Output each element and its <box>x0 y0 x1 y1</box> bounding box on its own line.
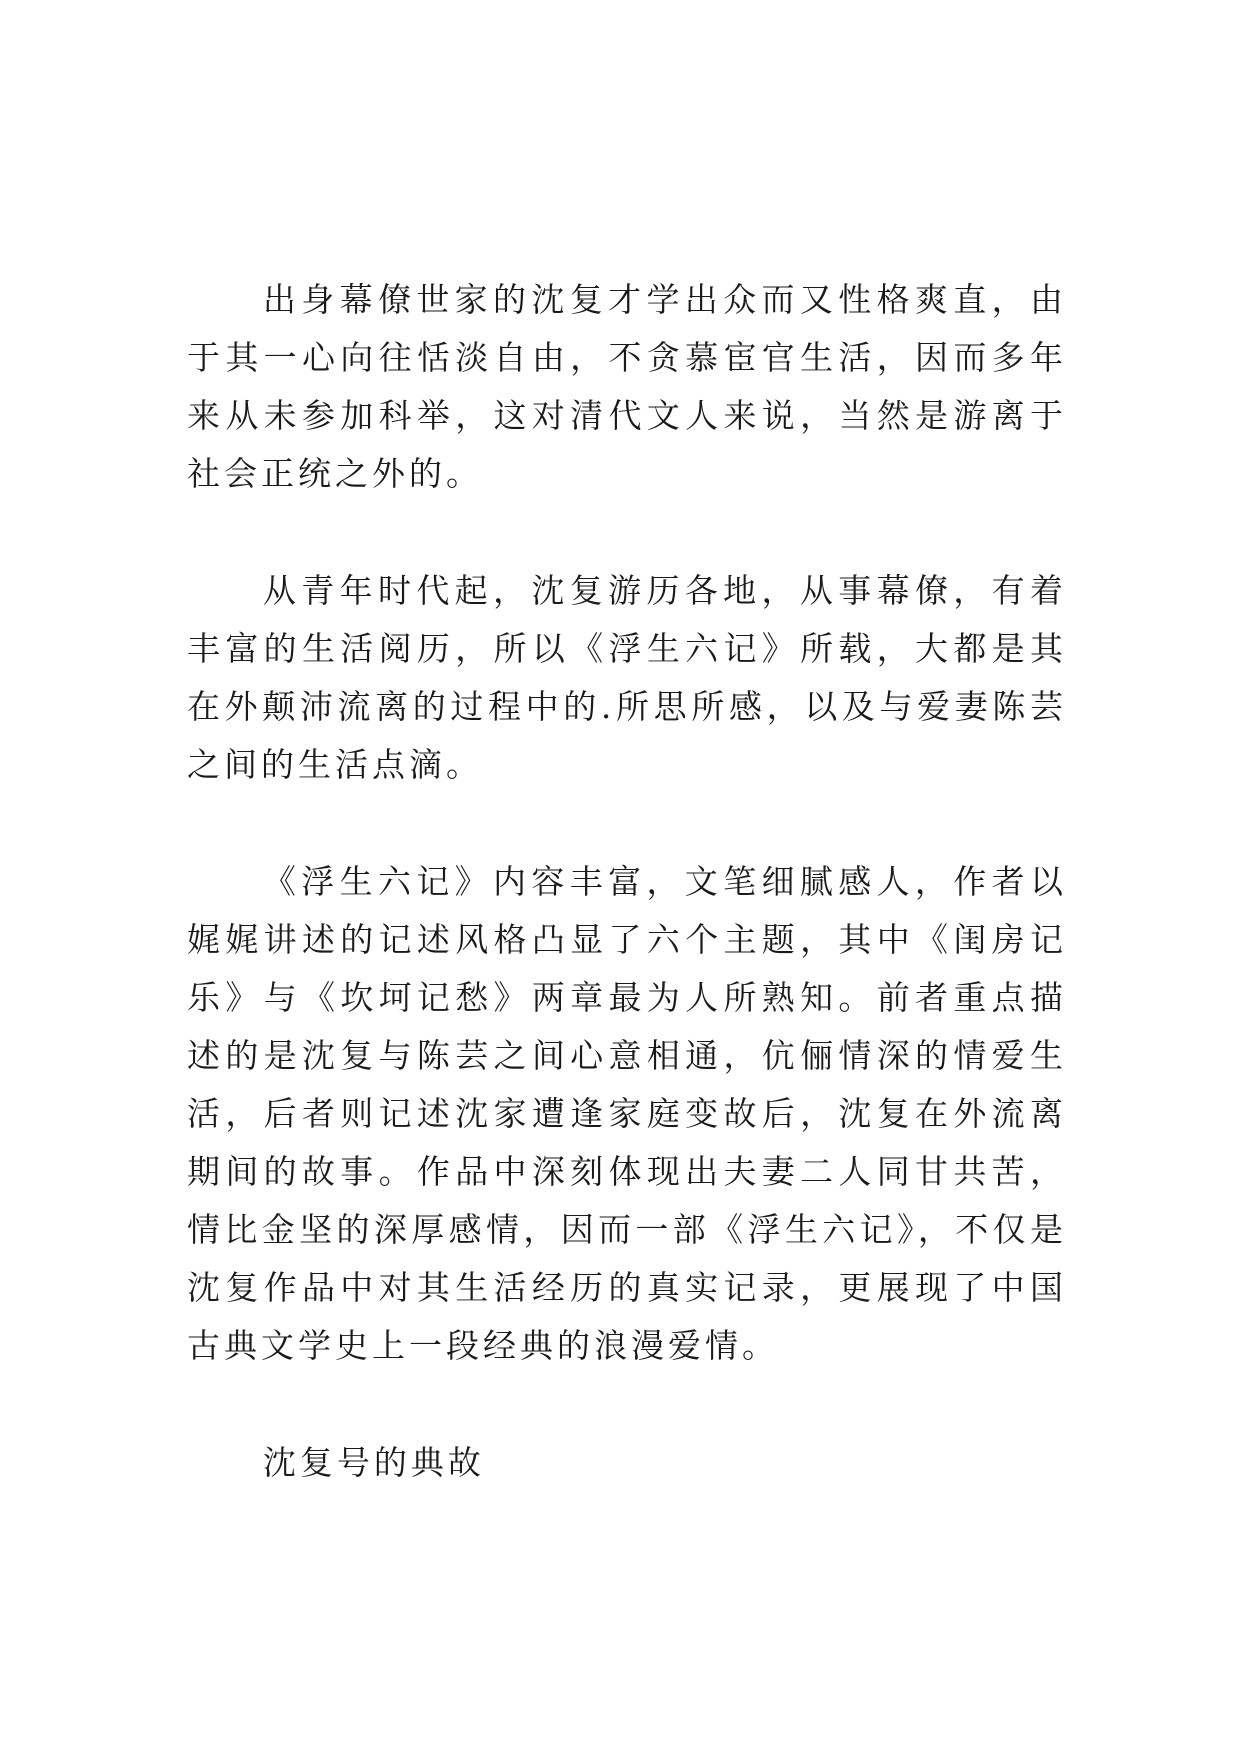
section-heading: 沈复号的典故 <box>262 1443 485 1482</box>
paragraph-travels: 从青年时代起，沈复游历各地，从事幕僚，有着丰富的生活阅历，所以《浮生六记》所载，大都是其在外颠沛流离的过程中的.所思所感，以及与爱妻陈芸之间的生活点滴。 <box>187 571 1067 784</box>
paragraph-family-background: 出身幕僚世家的沈复才学出众而又性格爽直，由于其一心向往恬淡自由，不贪慕宦官生活，因而多年来从未参加科举，这对清代文人来说，当然是游离于社会正统之外的。 <box>187 280 1067 493</box>
paragraph-book-content: 《浮生六记》内容丰富，文笔细腻感人，作者以娓娓讲述的记述风格凸显了六个主题，其中《闺房记乐》与《坎坷记愁》两章最为人所熟知。前者重点描述的是沈复与陈芸之间心意相通，伉俪情深的情爱生活，后者则记述沈家遭逢家庭变故后，沈复在外流离期间的故事。作品中深刻体现出夫妻二人同甘共苦，情比金坚的深厚感情，因而一部《浮生六记》，不仅是沈复作品中对其生活经历的真实记录，更展现了中国古典文学史上一段经典的浪漫爱情。 <box>187 862 1067 1365</box>
